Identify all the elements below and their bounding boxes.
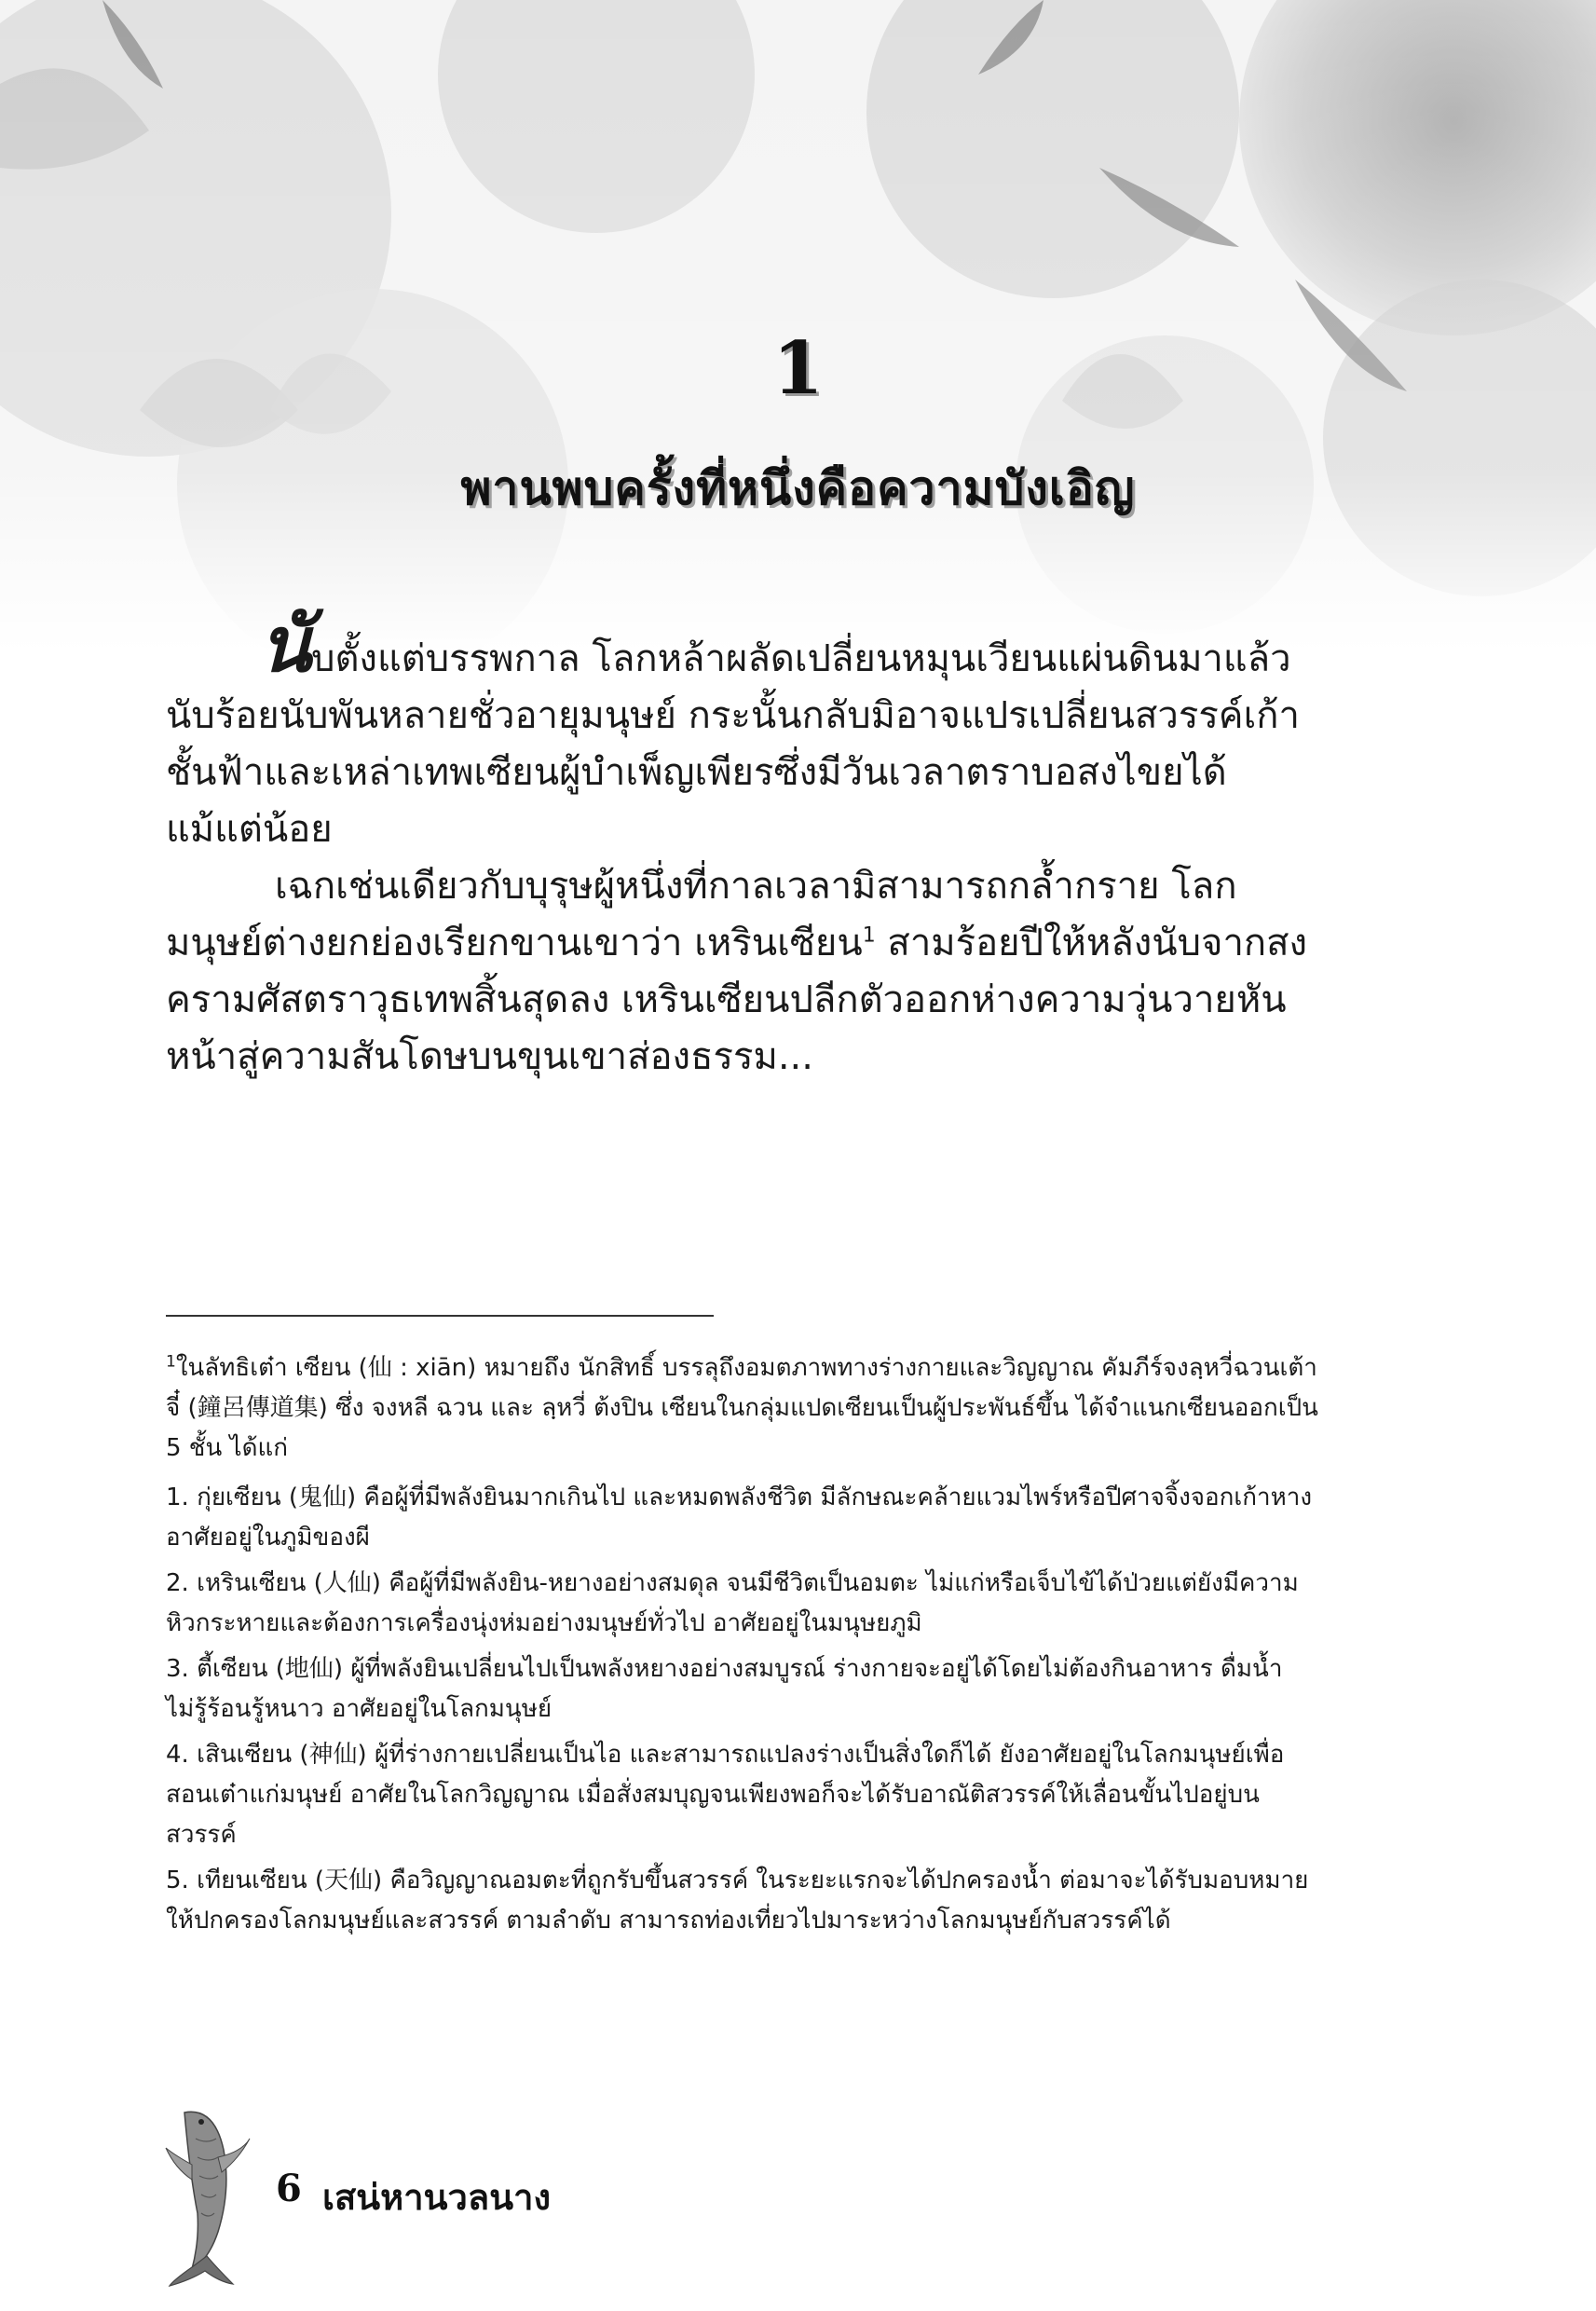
book-title: เสน่หานวลนาง <box>322 2176 552 2218</box>
main-text <box>166 600 1321 1086</box>
footnote-marker: 1 <box>862 923 876 948</box>
chapter-title: พานพบครั้งที่หนึ่งคือความบังเอิญ <box>460 460 1136 515</box>
page-footer <box>164 2101 723 2288</box>
paragraph <box>166 600 1321 858</box>
paragraph <box>166 858 1321 1086</box>
footnote-text: ในลัทธิเต๋า เซียน (仙 : xiān) หมายถึง นักสิทธิ์ บรรลุถึงอมตภาพทางร่างกายและวิญญาณ คัมภีร์จงลฺหวี่ฉวนเต้าจี๋ (鐘呂傳道集) ซึ่ง จงหลี ฉวน และ ลฺหวี่ ต้งปิน เซียนในกลุ่มแปดเซียนเป็นผู้ประพันธ์ขึ้น ได้จำแนกเซียนออกเป็น 5 ชั้น ได้แก่ <box>166 1354 1318 1462</box>
footnote-number: 1 <box>166 1352 176 1372</box>
footnote-item: 5. เทียนเซียน (天仙) คือวิญญาณอมตะที่ถูกรับขึ้นสวรรค์ ในระยะแรกจะได้ปกครองน้ำ ต่อมาจะได้รับมอบหมายให้ปกครองโลกมนุษย์และสวรรค์ ตามลำดับ สามารถท่องเที่ยวไปมาระหว่างโลกมนุษย์กับสวรรค์ได้ <box>166 1867 1309 1935</box>
drop-cap: นั <box>259 600 312 690</box>
koi-fish-icon <box>164 2101 257 2288</box>
chapter-number: 1 <box>772 326 824 411</box>
page-number: 6 <box>276 2167 302 2210</box>
footnote-item: 1. กุ่ยเซียน (鬼仙) คือผู้ที่มีพลังยินมากเกินไป และหมดพลังชีวิต มีลักษณะคล้ายแวมไพร์หรือปีศาจจิ้งจอกเก้าหาง อาศัยอยู่ในภูมิของผี <box>166 1484 1313 1552</box>
footnote-item: 4. เสินเซียน (神仙) ผู้ที่ร่างกายเปลี่ยนเป็นไอ และสามารถแปลงร่างเป็นสิ่งใดก็ได้ ยังอาศัยอยู่ในโลกมนุษย์เพื่อสอนเต๋าแก่มนุษย์ อาศัยในโลกวิญญาณ เมื่อสั่งสมบุญจนเพียงพอก็จะได้รับอาณัติสวรรค์ให้เลื่อนขั้นไปอยู่บนสวรรค์ <box>166 1741 1285 1849</box>
paragraph-text: บตั้งแต่บรรพกาล โลกหล้าผลัดเปลี่ยนหมุนเวียนแผ่นดินมาแล้วนับร้อยนับพันหลายชั่วอายุมนุษย์ กระนั้นกลับมิอาจแปรเปลี่ยนสวรรค์เก้าชั้นฟ้าและเหล่าเทพเซียนผู้บำเพ็ญเพียรซึ่งมีวันเวลาตราบอสงไขยได้แม้แต่น้อย <box>166 637 1300 851</box>
paragraph-text: เฉกเช่นเดียวกับบุรุษผู้หนึ่งที่กาลเวลามิสามารถกล้ำกราย โลกมนุษย์ต่างยกย่องเรียกขานเขาว่า เหรินเซียน <box>166 865 1237 964</box>
footnote-item: 3. ตี้เซียน (地仙) ผู้ที่พลังยินเปลี่ยนไปเป็นพลังหยางอย่างสมบูรณ์ ร่างกายจะอยู่ได้โดยไม่ต้องกินอาหาร ดื่มน้ำ ไม่รู้ร้อนรู้หนาว อาศัยอยู่ในโลกมนุษย์ <box>166 1655 1283 1723</box>
footnotes <box>166 1348 1323 1947</box>
footnote-divider <box>166 1315 714 1317</box>
footnote-intro <box>166 1348 1323 1469</box>
paragraph-text: สามร้อยปีให้หลังนับจากสงครามศัสตราวุธเทพสิ้นสุดลง เหรินเซียนปลีกตัวออกห่างความวุ่นวายหันหน้าสู่ความสันโดษบนขุนเขาส่องธรรม... <box>166 922 1308 1078</box>
footnote-item: 2. เหรินเซียน (人仙) คือผู้ที่มีพลังยิน-หยางอย่างสมดุล จนมีชีวิตเป็นอมตะ ไม่แก่หรือเจ็บไข้ได้ป่วยแต่ยังมีความหิวกระหายและต้องการเครื่องนุ่งห่มอย่างมนุษย์ทั่วไป อาศัยอยู่ในมนุษยภูมิ <box>166 1569 1299 1637</box>
